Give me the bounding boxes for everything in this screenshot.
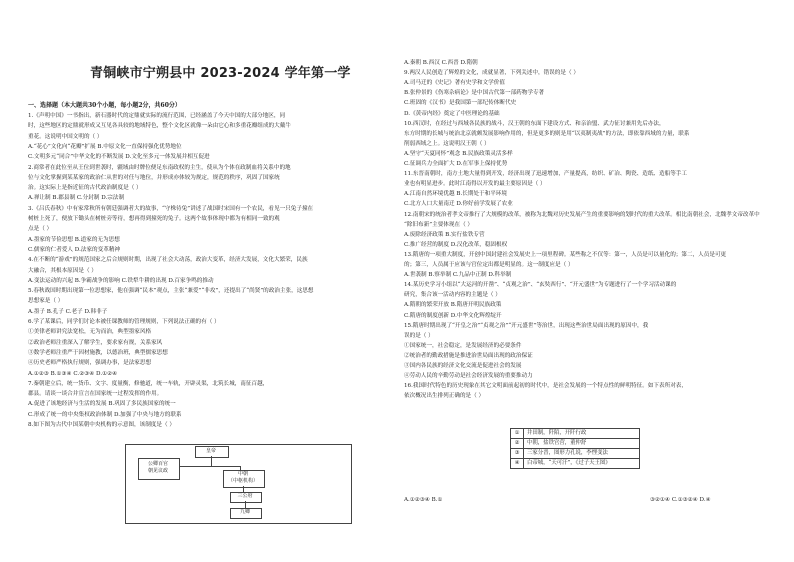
table-cell-number: ② <box>511 439 524 449</box>
question-text-line: ④历史老师严格执行规则，强调办事，是法家思想 <box>28 360 152 367</box>
question-text-line: C.征调兵力全面扩大 D.在军事上保持优势 <box>404 161 508 167</box>
question-text-line: ③国内各民族的经济文化交流是促进社会的发展 <box>404 363 522 369</box>
question-text-line: 削弱西域之上。这说明汉王朝（ ） <box>404 140 490 147</box>
table-cell-number: ① <box>511 429 524 439</box>
q16-table <box>510 428 640 469</box>
diagram-inner-court-label: 中朝 <box>237 471 248 477</box>
table-cell-number: ③ <box>511 449 524 459</box>
diagram-line <box>245 501 246 508</box>
question-text-line: ①美律老师讲究法宽松，无为而治，典型墨家风格 <box>28 329 152 336</box>
question-text-line: 误的是（ ） <box>404 332 434 339</box>
q16-options-left: A.①②③④ B.① <box>404 497 443 503</box>
diagram-line <box>211 456 212 466</box>
table-cell-content: 中朝，盐铁官营，董仲舒 <box>524 439 640 449</box>
question-text-line: ①国家统一，社会稳定，是发展经济的必要条件 <box>404 342 522 349</box>
question-text-line: A.墨家的节俭思想 B.道家的无为思想 <box>28 236 120 243</box>
question-text-line: 12.南朝宋的统治者孝文帝推行了大规模的改革，被称为北魏对历史发展产生的重要影响的划时代的重大改革。相比南朝社会，北魏孝文帝改革中 <box>404 211 760 218</box>
question-text-line: A.墨子 B.孔子 C.老子 D.韩非子 <box>28 308 108 315</box>
question-text-line: 3.《吕氏春秋》中有家常秋所有朝廷强调者大的故事，“守株待兔”讲述了战国时宋国有一个农民，看见一只兔子撞在 <box>28 205 314 212</box>
question-text-line: C.隋唐的制度创新 D.中华文化辉煌绽开 <box>404 312 502 319</box>
question-text-line: 东方时期的长城与统治北京就颇发展影响作用的，但是更多的则是用“以夷制夷战”的方法，即依靠西域的力量，联系 <box>404 130 690 137</box>
question-text-line: 重花。这说明中国文明的（ ） <box>28 133 103 140</box>
question-text-line: 9.两汉人民创造了辉煌的文化，成就显著，下列关述中，错误的是（ ） <box>404 70 579 77</box>
question-text-line: 5.春秋战国时期出现第一位思想家，他在强调“民本”观点，主张“兼爱”“非攻”，还提出了“尚贤”的政治主张，这思想 <box>28 288 314 295</box>
q16-options-right: ③②①④ C.①③②④ D.④ <box>650 497 711 503</box>
diagram-officials-label-2: 朝见议政 <box>147 468 168 474</box>
question-text-line: ②统治者的勤政措施是推进治世局面出现的政治保证 <box>404 352 533 359</box>
question-text-line: A.隋朝的繁荣开放 B.隋唐开明民族政策 <box>404 302 502 309</box>
question-text-line: C.班固的《汉书》是我国第一部纪传体断代史 <box>404 100 517 107</box>
question-text-line: 思想家是（ ） <box>28 298 64 305</box>
question-text-line: A.司马迁的《史记》著有史学和文学价值 <box>404 80 505 87</box>
question-text-line: 研究，集合该一活动内容的主题是（ ） <box>404 292 501 299</box>
question-text-line: A.坚守“天夏同怀”观念 B.民族政策灵活多样 <box>404 150 513 157</box>
question-text-line: 4.在不断的“游戏”的规范国家之后合规则时期，出现了社会大动荡，政治大变革，经济大发展，文化大繁荣，民族 <box>28 257 308 264</box>
question-text-line: ②政治老师注重深入了解学生，要求家有规，关系家风 <box>28 339 163 346</box>
question-text-line: 16.我国时代特色的历史现象在其它文明面前起初的时代中，是社会发展的一个特点性的鲜明特征。如下表所对表， <box>404 383 687 390</box>
question-text-line: B.张仲景的《伤寒杂病论》是中国古代第一部药物学专著 <box>404 90 545 97</box>
question-text-line: 11.东晋南朝时，南方土地大量得到开发，经济出现了迅速增加，产量提高，纺织、矿冶、陶瓷、造纸、造船等手工 <box>404 171 687 178</box>
question-text-line: A.江南自然环境优越 B.长期处于和平环境 <box>404 191 507 198</box>
table-cell-number: ④ <box>511 459 524 469</box>
diagram-nine-ministers-label: 九卿 <box>239 509 250 515</box>
question-text-line: ④劳动人民的辛勤劳动是社会经济发展的重要推动力 <box>404 373 533 380</box>
question-text-line: A.①②③ B.①③④ C.②③④ D.①②④ <box>28 370 118 377</box>
question-text-line: 10.西汉时，在经过与西域各民族的战斗，汉王朝的东面下建设方式、和亲治盟、武力征讨兼用先后办法， <box>404 120 665 127</box>
question-text-line: C.文明多元“同合”中华文化的不断发展 D.文化至多元一体发展并相互促进 <box>28 154 210 161</box>
question-text-line: 6.学了某课后，同学们讨论本被任课教师的管理规则，下列说法正确的有（ ） <box>28 319 220 325</box>
table-row <box>511 449 640 459</box>
question-text-line: 依次概况出生排列正确的是（ ） <box>404 393 485 400</box>
question-text-line: 13.隋唐的一项重大制度，开创中国封建社会发展史上一项里程碑。某些称之不仅等：第一，人员是可以量化的；第二，人员是可更 <box>404 251 727 258</box>
question-text-line: 1.《声明中国》一书指出，新石器时代的定鼎就实际的流行范围，已经涵盖了今天中国的大部分地区，同 <box>28 113 286 119</box>
question-text-line: A.世袭制 B.察举制 C.九品中正制 D.科举制 <box>404 272 512 279</box>
question-text-line: C.推广经营的制度 D.汉化改革，稳固根权 <box>404 241 508 248</box>
question-text-line: 业也有明显进步。此时江南得以开发的最主要原因是（ ） <box>404 181 546 188</box>
question-text-line: 树桩上死了，便放下锄头在树桩旁等待，想再得到撞死的兔子。这两个故事体现中都为有相同一致的观 <box>28 216 280 222</box>
question-text-line: A.废除经济政策 B.实行盐铁专营 <box>404 231 485 238</box>
question-text-line: A.变法运动的兴起 B.争霸战争的影响 C.铁犁牛耕的出现 D.百家争鸣的推动 <box>28 277 214 284</box>
question-text-line: 15.隋唐时期出现了“开皇之治”“贞观之治”“开元盛世”等治世，出现这些治世局面出现的原因中，我 <box>404 322 649 329</box>
question-text-line: “除旧布新”主要体现在（ ） <box>404 221 474 228</box>
section-heading: 一、选择题（本大题共30个小题，每小题2分，共60分） <box>28 102 181 109</box>
question-text-line: C.北方人口大量南迁 D.你好前学发展了农业 <box>404 201 513 208</box>
question-text-line: 点是（ ） <box>28 226 53 233</box>
question-text-line: 治。这实际上是指近征的古代政治制度是（ ） <box>28 185 142 192</box>
question-text-line: 8.如下图为古代中国某朝中央机构的示意图，该制度是（ ） <box>28 422 175 428</box>
diagram-inner-court-sub: （中枢机构） <box>227 478 258 484</box>
question-text-line: D.《黄帝内经》奠定了中医理论的基础 <box>404 110 500 117</box>
question-text-line: 14.某历史学习小组以“大运河的开凿”、“贞观之治”、“玄奘西行”、“开元盛世”为专题进行了一个学习活动课的 <box>404 282 677 289</box>
question-text-line: A.禅让制 B.郡县制 C.分封制 D.宗法制 <box>28 195 125 202</box>
question-text-line: C.儒家的仁者爱人 D.法家的变革精神 <box>28 246 121 253</box>
page-title: 青铜峡市宁朔县中 2023-2024 学年第一学 <box>90 66 351 81</box>
table-row <box>511 459 640 469</box>
question-text-line: A.秦朝 B.西汉 C.西晋 D.隋朝 <box>404 60 478 66</box>
table-row <box>511 439 640 449</box>
diagram-officials-label-1: 公卿百官 <box>147 461 168 467</box>
diagram-emperor-label: 皇帝 <box>205 448 216 454</box>
table-cell-content: 井田制，阡陌，开阡行政 <box>524 429 640 439</box>
question-text-line: A.促进了该地经济与生活的发展 B.巩固了多民族国家的统一 <box>28 401 176 408</box>
question-text-line: 郡县。请谈一谈合并宣言在国家统一过程发挥的作用。 <box>28 391 163 398</box>
question-text-line: 7.秦朝建立后，统一货币、文字、度量衡，修驰道，统一车轨，开辟灵渠，北筑长城，南征百越， <box>28 380 269 387</box>
table-cell-content: 白帝城，“天可汗”，《过子天王图》 <box>524 459 640 469</box>
question-text-line: A.“花心”文化向“花瓣”扩展 B.中原文化一直保持强化优势地位 <box>28 143 182 150</box>
diagram-three-dukes-label: 三公府 <box>237 493 253 499</box>
question-text-line: 时，这些地区的定鼎就形成又互见各具较的地域特色，整个文化区就像一朵由它心和多重花瓣组成的大戴牛 <box>28 123 291 130</box>
table-cell-content: 三家分晋，图形力孔说，李悝变法 <box>524 449 640 459</box>
table-row <box>511 429 640 439</box>
question-text-line: 2.商常者在此位至从王位到世袭时，疆域由时牌位便足东南政权的主生，使从为个体在政制血将关系中的地 <box>28 164 291 171</box>
question-text-line: 的；第三，人员属于应该与官位定出都是明显的。这一制度应是（ ） <box>404 262 574 268</box>
question-text-line: C.形成了统一的中央集权政治体制 D.加强了中央与地方的联系 <box>28 411 182 418</box>
question-text-line: ③数学老师注重严于因材施教，以德治班，典型儒家思想 <box>28 349 168 356</box>
question-text-line: 位与文化掌握到某某家的政治仁从世的对任与地位，并形成亦体较为规定，规范的秩序，巩固了国家统 <box>28 174 280 181</box>
question-text-line: 大融合，其根本原因是（ ） <box>28 267 97 274</box>
